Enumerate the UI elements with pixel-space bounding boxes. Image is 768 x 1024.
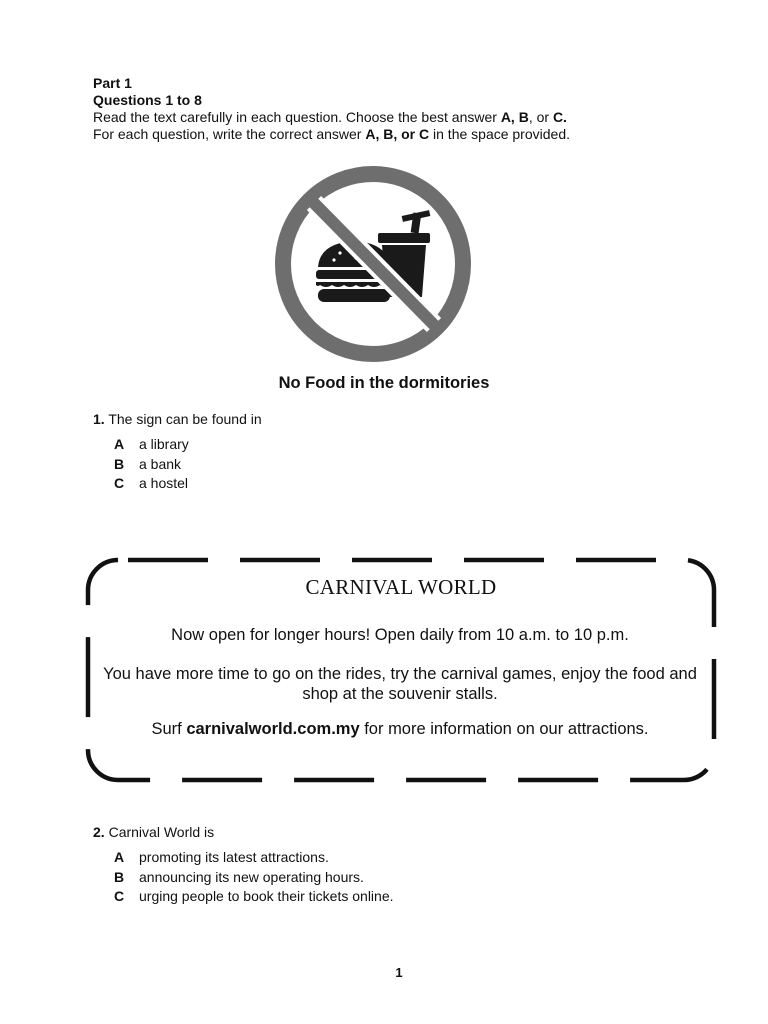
- option-text: urging people to book their tickets online.: [139, 888, 394, 904]
- question-1-stem: [93, 411, 262, 427]
- instruction-text: , or: [528, 109, 553, 125]
- website-link[interactable]: carnivalworld.com.my: [186, 720, 360, 738]
- option-b: [114, 868, 394, 888]
- instruction-line-2: [93, 126, 570, 143]
- notice-text: for more information on our attractions.: [359, 720, 649, 738]
- part-label: Part 1: [93, 75, 132, 91]
- option-letter: A: [114, 849, 125, 865]
- question-number: 2.: [93, 824, 105, 840]
- instruction-line-1: [93, 109, 570, 126]
- notice-title: CARNIVAL WORLD: [305, 575, 497, 599]
- question-text: Carnival World is: [104, 824, 215, 840]
- question-number: 1.: [93, 411, 105, 427]
- question-2-stem: [93, 824, 214, 840]
- option-letter: A: [114, 436, 125, 452]
- option-letter: B: [114, 455, 125, 472]
- option-letter: C: [114, 475, 125, 491]
- option-letter: C: [114, 888, 125, 904]
- questions-range: Questions 1 to 8: [93, 92, 202, 108]
- notice-hours: Now open for longer hours! Open daily from 10 a.m. to 10 p.m.: [171, 626, 629, 644]
- no-food-icon: [274, 165, 472, 363]
- question-2-options: [114, 848, 394, 907]
- instruction-emphasis: C.: [552, 109, 567, 125]
- question-1-options: [114, 435, 189, 494]
- sign-caption: No Food in the dormitories: [278, 374, 490, 392]
- option-text: a library: [139, 436, 189, 452]
- option-b: [114, 455, 189, 475]
- instruction-emphasis: A, B, or C: [365, 126, 430, 142]
- notice-text: Surf: [151, 720, 187, 738]
- instruction-text: Read the text carefully in each question. Choose the best answer: [93, 109, 501, 125]
- option-letter: B: [114, 868, 125, 885]
- notice-activities: You have more time to go on the rides, try the carnival games, enjoy the food and shop at the souvenir stalls.: [103, 665, 697, 703]
- option-c: [114, 887, 394, 907]
- option-a: [114, 435, 189, 455]
- question-text: The sign can be found in: [104, 411, 262, 427]
- instruction-text: in the space provided.: [429, 126, 570, 142]
- page-number: 1: [395, 965, 403, 980]
- option-c: [114, 474, 189, 494]
- instructions-header: [93, 75, 570, 143]
- instruction-text: For each question, write the correct answer: [93, 126, 366, 142]
- option-text: a hostel: [139, 475, 189, 491]
- instruction-emphasis: A, B: [500, 109, 529, 125]
- option-text: announcing its new operating hours.: [139, 868, 364, 885]
- option-text: a bank: [139, 455, 182, 472]
- option-a: [114, 848, 394, 868]
- notice-website-line: [100, 719, 700, 739]
- option-text: promoting its latest attractions.: [139, 849, 329, 865]
